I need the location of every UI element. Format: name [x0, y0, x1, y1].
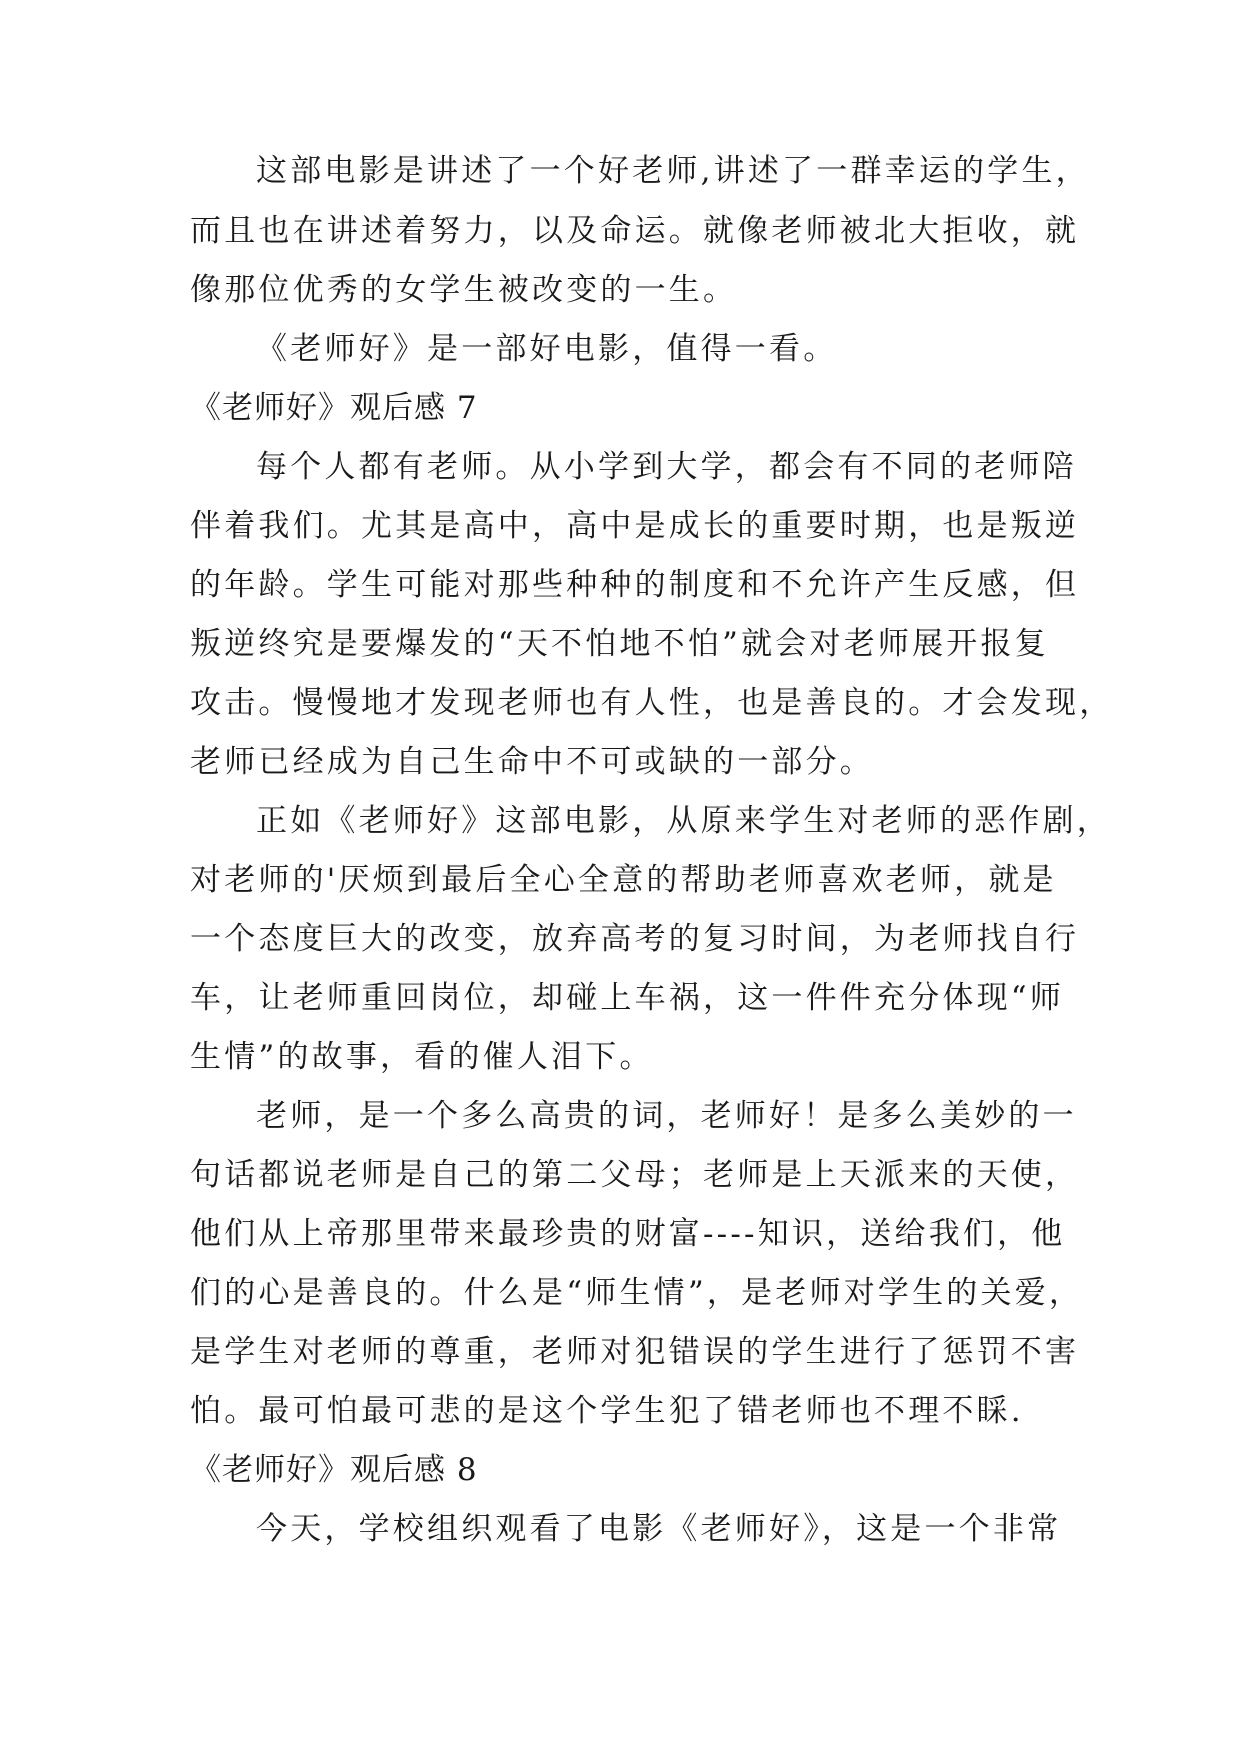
- paragraph-line: 今天，学校组织观看了电影《老师好》，这是一个非常: [256, 1511, 1062, 1547]
- paragraph-line: 叛逆终究是要爆发的“天不怕地不怕”就会对老师展开报复: [190, 626, 1049, 662]
- paragraph-line: 像那位优秀的女学生被改变的一生。: [190, 272, 738, 308]
- paragraph-line: 车，让老师重回岗位，却碰上车祸，这一件件充分体现“师: [190, 980, 1065, 1016]
- paragraph-line: 攻击。慢慢地才发现老师也有人性，也是善良的。才会发现，: [190, 685, 1114, 721]
- paragraph-line: 他们从上帝那里带来最珍贵的财富----知识，送给我们，他: [190, 1216, 1066, 1252]
- section-heading: 《老师好》观后感 7: [190, 390, 478, 426]
- paragraph-line: 是学生对老师的尊重，老师对犯错误的学生进行了惩罚不害: [190, 1334, 1080, 1370]
- paragraph-line: 正如《老师好》这部电影，从原来学生对老师的恶作剧，: [256, 803, 1111, 839]
- paragraph-line: 而且也在讲述着努力，以及命运。就像老师被北大拒收，就: [190, 213, 1080, 249]
- paragraph-line: 《老师好》是一部好电影，值得一看。: [256, 331, 838, 367]
- paragraph-line: 对老师的'厌烦到最后全心全意的帮助老师喜欢老师，就是: [190, 862, 1057, 898]
- paragraph-line: 这部电影是讲述了一个好老师,讲述了一群幸运的学生，: [256, 153, 1090, 189]
- section-heading: 《老师好》观后感 8: [190, 1452, 478, 1488]
- paragraph-line: 的年龄。学生可能对那些种种的制度和不允许产生反感，但: [190, 567, 1080, 603]
- paragraph-line: 一个态度巨大的改变，放弃高考的复习时间，为老师找自行: [190, 921, 1080, 957]
- paragraph-line: 伴着我们。尤其是高中，高中是成长的重要时期，也是叛逆: [190, 508, 1080, 544]
- paragraph-line: 生情”的故事，看的催人泪下。: [190, 1039, 654, 1075]
- paragraph-line: 每个人都有老师。从小学到大学，都会有不同的老师陪: [256, 449, 1077, 485]
- paragraph-line: 老师已经成为自己生命中不可或缺的一部分。: [190, 744, 874, 780]
- paragraph-line: 怕。最可怕最可悲的是这个学生犯了错老师也不理不睬.: [190, 1393, 1024, 1429]
- paragraph-line: 们的心是善良的。什么是“师生情”，是老师对学生的关爱，: [190, 1275, 1084, 1311]
- paragraph-line: 句话都说老师是自己的第二父母；老师是上天派来的天使，: [190, 1157, 1080, 1193]
- paragraph-line: 老师，是一个多么高贵的词，老师好！是多么美妙的一: [256, 1098, 1077, 1134]
